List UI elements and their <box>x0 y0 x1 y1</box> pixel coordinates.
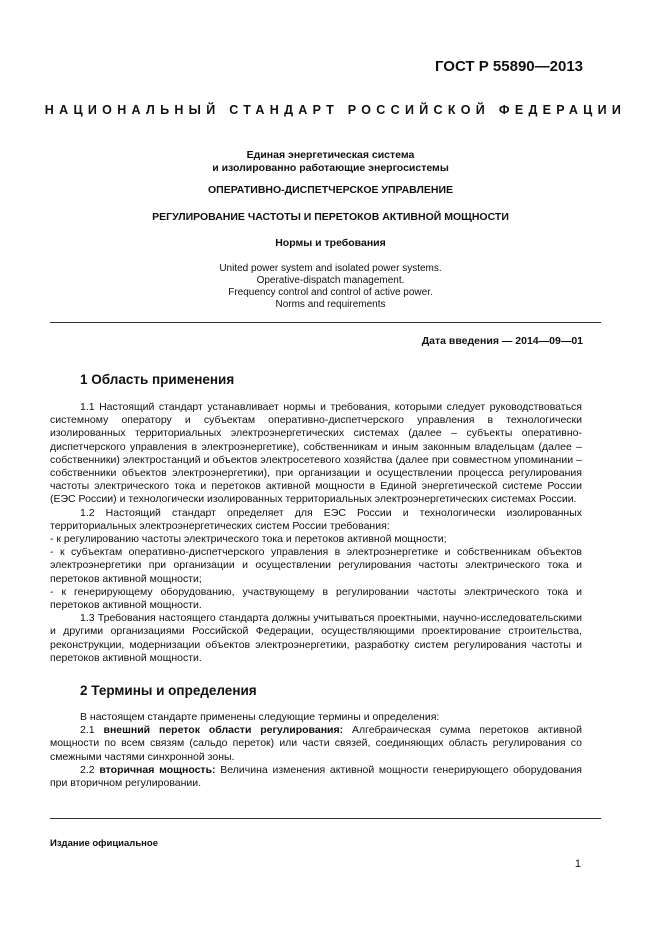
divider <box>50 322 601 323</box>
introduction-date: Дата введения — 2014—09—01 <box>421 335 583 347</box>
title-line-3: ОПЕРАТИВНО-ДИСПЕТЧЕРСКОЕ УПРАВЛЕНИЕ <box>208 184 453 196</box>
list-item: - к субъектам оперативно-диспетчерского управления в электроэнергетике и собственникам объектов электроэнергетики при организации и осуществлении регулирования частоты электрического тока и перетоков активной мощности; <box>50 546 582 585</box>
english-title-2: Operative-dispatch management. <box>256 275 405 286</box>
section-1-body <box>50 401 582 665</box>
title-line-4: РЕГУЛИРОВАНИЕ ЧАСТОТЫ И ПЕРЕТОКОВ АКТИВНОЙ МОЩНОСТИ <box>152 211 509 223</box>
term-name: внешний переток области регулирования: <box>103 724 344 737</box>
english-title-3: Frequency control and control of active power. <box>228 287 433 298</box>
paragraph-1-3: 1.3 Требования настоящего стандарта должны учитываться проектными, научно-исследовательскими и другими организациями Российской Федерации, осуществляющими проектирование строительства, реконструкции, модернизации объектов электроэнергетики, разработку систем регулирования частоты и перетоков активной мощности. <box>50 612 582 664</box>
title-line-2: и изолированно работающие энергосистемы <box>212 162 449 174</box>
list-item: - к регулированию частоты электрического тока и перетоков активной мощности; <box>50 533 447 546</box>
term-2-2 <box>50 764 582 790</box>
term-name: вторичная мощность: <box>99 763 216 776</box>
term-definition: Величина изменения активной мощности генерирующего оборудования при вторичном регулировании. <box>50 763 582 790</box>
paragraph-1-2: 1.2 Настоящий стандарт определяет для ЕЭС России и технологически изолированных территориальных электроэнергетических систем России требования: <box>50 506 582 532</box>
footer-divider <box>50 818 601 819</box>
title-line-5: Нормы и требования <box>275 237 386 249</box>
title-line-1: Единая энергетическая система <box>246 149 415 161</box>
official-edition-label: Издание официальное <box>50 838 158 849</box>
list-item: - к генерирующему оборудованию, участвующему в регулировании частоты электрического тока и перетоков активной мощности. <box>50 585 582 612</box>
term-number: 2.2 <box>80 763 95 776</box>
section-1-heading: 1 Область применения <box>80 372 235 387</box>
term-2-1 <box>50 724 582 764</box>
english-title-4: Norms and requirements <box>275 299 386 310</box>
term-definition: Алгебраическая сумма перетоков активной мощности по всем связям (сальдо переток) или части связей, соединяющих область регулирования со смежными частями синхронной зоны. <box>50 724 583 763</box>
national-standard-heading: НАЦИОНАЛЬНЫЙ СТАНДАРТ РОССИЙСКОЙ ФЕДЕРАЦИИ <box>44 103 627 117</box>
page-number: 1 <box>574 858 581 870</box>
paragraph-2-intro: В настоящем стандарте применены следующие термины и определения: <box>80 711 440 723</box>
section-2-heading: 2 Термины и определения <box>80 683 257 698</box>
term-number: 2.1 <box>80 724 95 737</box>
paragraph-1-1: 1.1 Настоящий стандарт устанавливает нормы и требования, которыми следует руководствоваться системному оператору и субъектам оперативно-диспетчерского управления в технологически изолированных территориальных электроэнергетических системах (далее – субъекты оперативно-диспетчерского управления в электроэнергетике), собственникам и иным законным владельцам (далее – собственники) электростанций и объектов электросетевого хозяйства (далее при совместном упоминании – собственники объектов электроэнергетики), при организации и осуществлении процесса регулирования частоты электрического тока и перетоков активной мощности в Единой энергетической системе России (ЕЭС России) и технологически изолированных территориальных электроэнергетических системах России. <box>50 401 582 506</box>
english-title-1: United power system and isolated power systems. <box>219 263 442 274</box>
standard-code: ГОСТ Р 55890—2013 <box>434 58 583 75</box>
section-2-body <box>50 711 582 790</box>
